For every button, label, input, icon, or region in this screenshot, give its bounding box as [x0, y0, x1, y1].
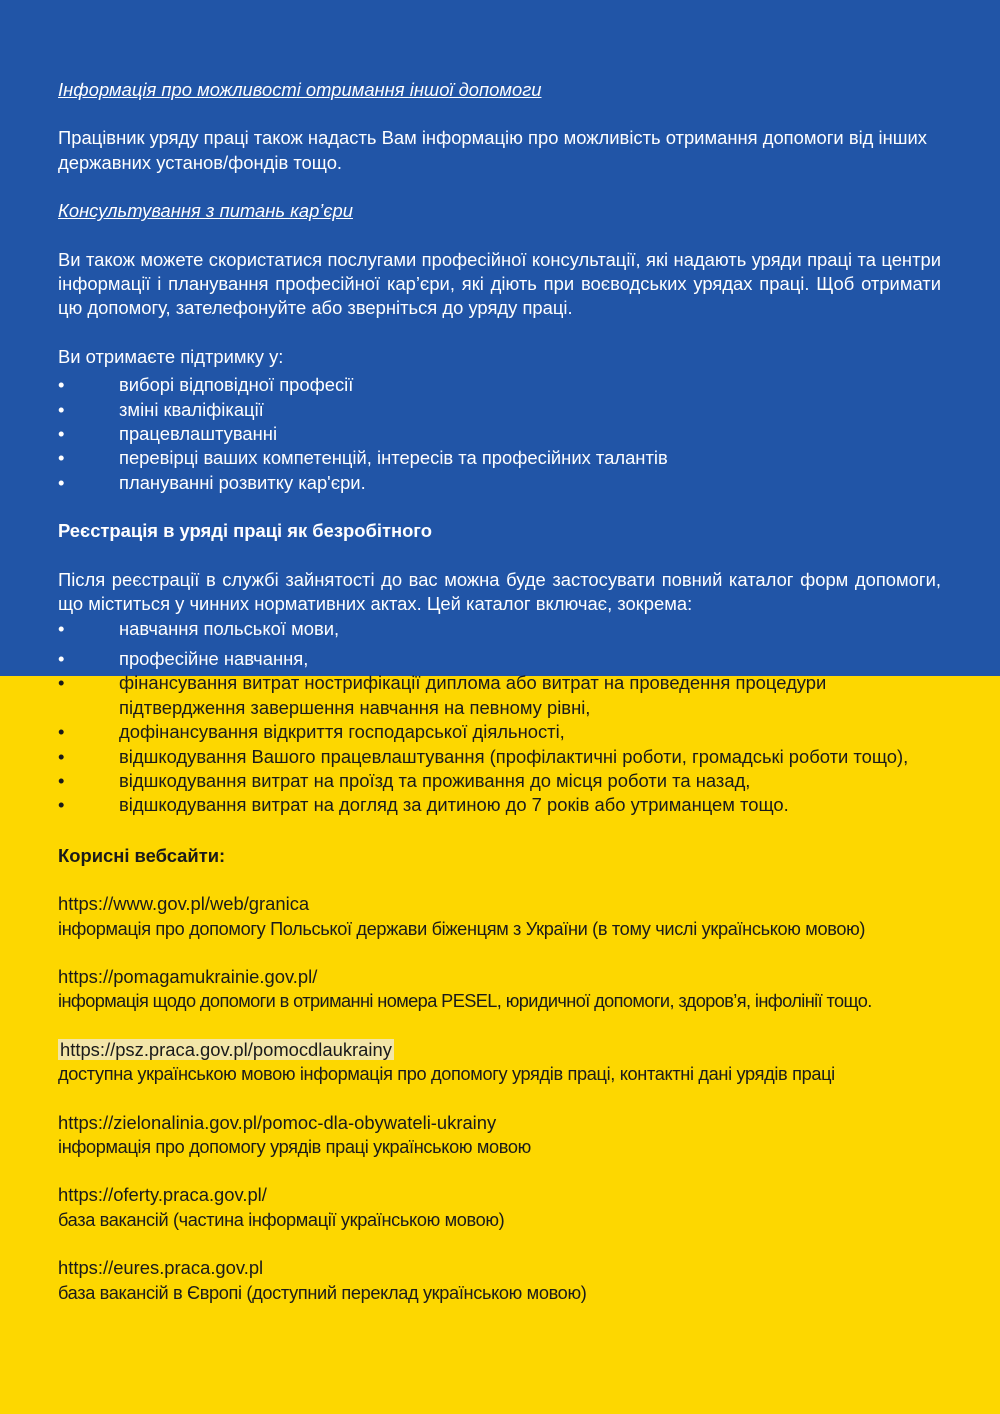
career-heading: Консультування з питань кар’єри — [58, 200, 353, 222]
website-entry — [58, 1183, 941, 1232]
website-entry — [58, 1111, 941, 1160]
website-url[interactable]: https://pomagamukrainie.gov.pl/ — [58, 965, 318, 987]
website-url-highlighted[interactable]: https://psz.praca.gov.pl/pomocdlaukrainy — [60, 1038, 392, 1060]
list-item: • плануванні розвитку кар'єри. — [58, 471, 941, 495]
registration-heading: Реєстрація в уряді праці як безробітного — [58, 520, 432, 542]
website-description: база вакансій (частина інформації українською мовою) — [58, 1209, 505, 1230]
website-entry — [58, 1038, 941, 1087]
website-description: доступна українською мовою інформація про допомогу урядів праці, контактні дані урядів праці — [58, 1064, 835, 1085]
website-description: інформація про допомогу урядів праці українською мовою — [58, 1137, 531, 1157]
support-list — [58, 373, 941, 495]
list-item: • відшкодування витрат на проїзд та проживання до місця роботи та назад, — [58, 769, 941, 793]
website-description: інформація щодо допомоги в отриманні номера PESEL, юридичної допомоги, здоров’я, інфолінії тощо. — [58, 991, 872, 1012]
website-entry — [58, 892, 941, 941]
registration-text: Після реєстрації в службі зайнятості до вас можна буде застосувати повний каталог форм допомоги, що міститься у чинних нормативних актах. Цей каталог включає, зокрема: — [58, 568, 941, 615]
other-help-text: Працівник уряду праці також надасть Вам інформацію про можливість отримання допомоги від інших державних установ/фондів тощо. — [58, 127, 927, 173]
document-content — [58, 78, 941, 1305]
support-intro: Ви отримаєте підтримку у: — [58, 345, 284, 367]
websites-heading: Корисні вебсайти: — [58, 844, 226, 866]
website-description: інформація про допомогу Польської держави біженцям з України (в тому числі українською мовою) — [58, 918, 866, 939]
list-item: • працевлаштуванні — [58, 422, 941, 446]
website-url[interactable]: https://oferty.praca.gov.pl/ — [58, 1184, 267, 1206]
website-entry — [58, 965, 941, 1014]
list-item: • дофінансування відкриття господарської діяльності, — [58, 720, 941, 744]
website-description: база вакансій в Європі (доступний переклад українською мовою) — [58, 1282, 587, 1303]
list-item: • відшкодування Вашого працевлаштування (профілактичні роботи, громадські роботи тощо), — [58, 745, 941, 769]
website-url[interactable]: https://zielonalinia.gov.pl/pomoc-dla-obywateli-ukrainy — [58, 1111, 497, 1133]
registration-list — [58, 617, 941, 818]
website-url[interactable]: https://www.gov.pl/web/granica — [58, 893, 310, 915]
career-text: Ви також можете скористатися послугами професійної консультації, які надають уряди праці та центри інформації і планування професійної кар’єри, які діють при воєводських урядах праці. Щоб отримати цю допомогу, зателефонуйте або зверніться до уряду праці. — [58, 248, 941, 319]
list-item: • навчання польської мови, — [58, 617, 941, 641]
list-item: • відшкодування витрат на догляд за дитиною до 7 років або утриманцем тощо. — [58, 793, 941, 817]
other-help-heading: Інформація про можливості отримання іншої допомоги — [58, 79, 542, 100]
list-item: • зміні кваліфікації — [58, 398, 941, 422]
list-item: • фінансування витрат нострифікації диплома або витрат на проведення процедури підтвердження завершення навчання на певному рівні, — [58, 671, 941, 720]
list-item: • перевірці ваших компетенцій, інтересів та професійних талантів — [58, 446, 941, 470]
list-item: • виборі відповідної професії — [58, 373, 941, 397]
website-entry — [58, 1256, 941, 1305]
website-url[interactable]: https://eures.praca.gov.pl — [58, 1257, 264, 1279]
list-item: • професійне навчання, — [58, 647, 941, 671]
